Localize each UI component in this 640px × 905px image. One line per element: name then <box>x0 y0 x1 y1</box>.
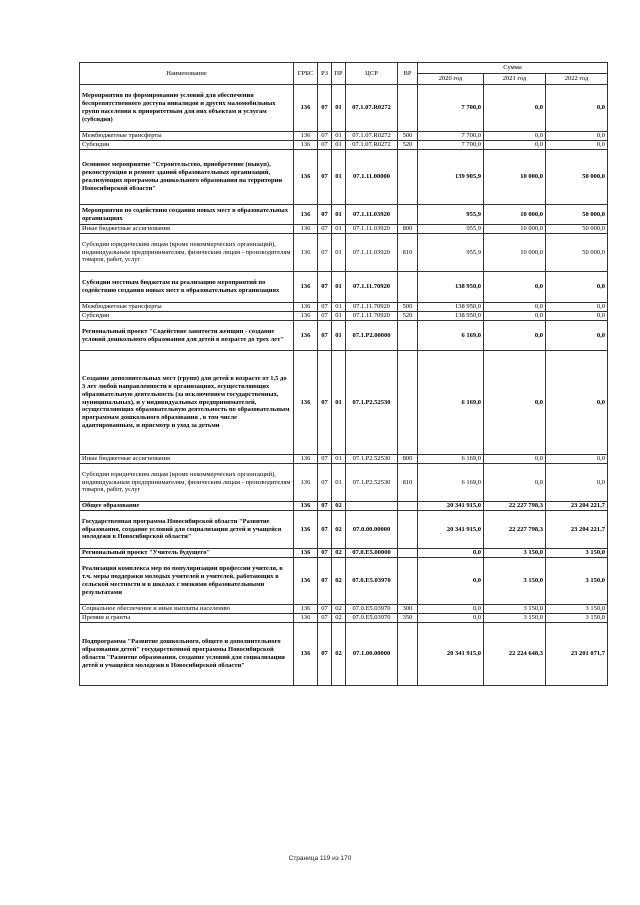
cell-rz: 07 <box>318 150 332 205</box>
cell-vr <box>398 205 418 225</box>
cell-rz: 07 <box>318 272 332 303</box>
cell-name: Региональный проект "Содействие занятости женщин - создание условий дошкольного образования для детей в возрасте до трех лет" <box>80 321 294 351</box>
table-row <box>80 623 608 686</box>
cell-2021: 10 000,0 <box>484 205 546 225</box>
header-rz: РЗ <box>318 63 332 85</box>
cell-vr: 810 <box>398 464 418 502</box>
cell-pr: 01 <box>332 321 346 351</box>
cell-vr: 800 <box>398 455 418 464</box>
cell-2021: 0,0 <box>484 312 546 321</box>
cell-vr: 800 <box>398 225 418 234</box>
cell-csr <box>346 502 398 511</box>
cell-vr: 350 <box>398 614 418 623</box>
cell-name: Мероприятия по формированию условий для обеспечения беспрепятственного доступа инвалидов и других маломобильных групп населения к приоритетным для них объектам и услугам (субсидия) <box>80 85 294 132</box>
cell-grbs: 136 <box>294 141 318 150</box>
cell-2021: 0,0 <box>484 272 546 303</box>
cell-csr: 07.1.11.03920 <box>346 225 398 234</box>
cell-2022: 0,0 <box>546 272 608 303</box>
cell-name: Общее образование <box>80 502 294 511</box>
cell-2022: 50 000,0 <box>546 150 608 205</box>
header-year-2020: 2020 год <box>418 74 484 85</box>
table-row <box>80 205 608 225</box>
cell-2022: 50 000,0 <box>546 225 608 234</box>
cell-grbs: 136 <box>294 272 318 303</box>
cell-2021: 22 224 648,3 <box>484 623 546 686</box>
cell-csr: 07.1.11.00000 <box>346 150 398 205</box>
cell-name: Субсидии <box>80 312 294 321</box>
cell-csr: 07.1.11.03920 <box>346 234 398 272</box>
table-row <box>80 312 608 321</box>
cell-grbs: 136 <box>294 225 318 234</box>
cell-vr: 810 <box>398 234 418 272</box>
table-row <box>80 455 608 464</box>
cell-grbs: 136 <box>294 605 318 614</box>
cell-vr <box>398 502 418 511</box>
cell-2022: 0,0 <box>546 141 608 150</box>
table-row <box>80 141 608 150</box>
header-vr: ВР <box>398 63 418 85</box>
cell-2022: 0,0 <box>546 351 608 455</box>
cell-rz: 07 <box>318 558 332 605</box>
cell-grbs: 136 <box>294 549 318 558</box>
cell-2021: 3 150,0 <box>484 614 546 623</box>
cell-rz: 07 <box>318 312 332 321</box>
cell-2020: 0,0 <box>418 605 484 614</box>
cell-vr: 520 <box>398 312 418 321</box>
cell-grbs: 136 <box>294 150 318 205</box>
cell-2020: 7 700,0 <box>418 141 484 150</box>
cell-vr: 500 <box>398 303 418 312</box>
cell-rz: 07 <box>318 605 332 614</box>
cell-pr: 01 <box>332 132 346 141</box>
cell-pr: 01 <box>332 351 346 455</box>
cell-name: Премии и гранты <box>80 614 294 623</box>
cell-2020: 138 950,0 <box>418 312 484 321</box>
cell-csr: 07.0.E5.00000 <box>346 549 398 558</box>
cell-2021: 10 000,0 <box>484 234 546 272</box>
cell-2021: 10 000,0 <box>484 225 546 234</box>
cell-grbs: 136 <box>294 614 318 623</box>
cell-2020: 6 169,0 <box>418 321 484 351</box>
table-row <box>80 605 608 614</box>
header-pr: ПР <box>332 63 346 85</box>
cell-2021: 0,0 <box>484 132 546 141</box>
cell-2020: 6 169,0 <box>418 351 484 455</box>
table-row <box>80 558 608 605</box>
cell-vr: 500 <box>398 132 418 141</box>
table-row <box>80 132 608 141</box>
cell-rz: 07 <box>318 85 332 132</box>
cell-csr: 07.0.E5.03970 <box>346 614 398 623</box>
cell-csr: 07.0.00.00000 <box>346 511 398 549</box>
cell-2022: 23 201 071,7 <box>546 623 608 686</box>
cell-vr <box>398 321 418 351</box>
cell-csr: 07.1.P2.52530 <box>346 464 398 502</box>
cell-grbs: 136 <box>294 303 318 312</box>
cell-pr: 01 <box>332 141 346 150</box>
table-row <box>80 225 608 234</box>
table-body <box>80 85 608 686</box>
cell-grbs: 136 <box>294 502 318 511</box>
cell-rz: 07 <box>318 614 332 623</box>
cell-grbs: 136 <box>294 511 318 549</box>
cell-2020: 955,9 <box>418 234 484 272</box>
cell-2022: 0,0 <box>546 132 608 141</box>
cell-2020: 138 950,0 <box>418 272 484 303</box>
cell-rz: 07 <box>318 205 332 225</box>
cell-vr <box>398 150 418 205</box>
cell-name: Субсидии юридическим лицам (кроме некоммерческих организаций), индивидуальным предпринимателям, физическим лицам - производителям товаров, работ, услуг <box>80 464 294 502</box>
cell-2021: 3 150,0 <box>484 558 546 605</box>
cell-csr: 07.1.07.R0272 <box>346 141 398 150</box>
header-name: Наименование <box>80 63 294 85</box>
table-row <box>80 272 608 303</box>
cell-pr: 02 <box>332 614 346 623</box>
cell-vr <box>398 623 418 686</box>
cell-name: Государственная программа Новосибирской области "Развитие образования, создание условий для социализации детей и учащейся молодежи в Новосибирской области" <box>80 511 294 549</box>
header-year-2021: 2021 год <box>484 74 546 85</box>
cell-name: Реализация комплекса мер по популяризации профессии учителя, в т.ч. меры поддержки молодых учителей и учителей, работающих в сельской местности и в школах с низкими образовательными результатами <box>80 558 294 605</box>
budget-table <box>79 62 608 686</box>
cell-name: Межбюджетные трансферты <box>80 303 294 312</box>
cell-2022: 3 150,0 <box>546 614 608 623</box>
cell-2021: 3 150,0 <box>484 605 546 614</box>
cell-2022: 23 204 221,7 <box>546 511 608 549</box>
cell-name: Субсидии местным бюджетам на реализацию мероприятий по содействию создания новых мест в образовательных организациях <box>80 272 294 303</box>
cell-pr: 01 <box>332 234 346 272</box>
header-grbs: ГРБС <box>294 63 318 85</box>
header-csr: ЦСР <box>346 63 398 85</box>
cell-csr: 07.1.P2.52530 <box>346 455 398 464</box>
cell-2022: 0,0 <box>546 464 608 502</box>
cell-name: Социальное обеспечение и иные выплаты населению <box>80 605 294 614</box>
cell-2021: 22 227 798,3 <box>484 511 546 549</box>
cell-2021: 22 227 798,3 <box>484 502 546 511</box>
cell-csr: 07.1.11.70920 <box>346 312 398 321</box>
cell-grbs: 136 <box>294 132 318 141</box>
cell-2021: 0,0 <box>484 455 546 464</box>
cell-rz: 07 <box>318 464 332 502</box>
cell-pr: 01 <box>332 85 346 132</box>
table-row <box>80 549 608 558</box>
cell-rz: 07 <box>318 502 332 511</box>
cell-2020: 139 905,9 <box>418 150 484 205</box>
cell-2020: 0,0 <box>418 549 484 558</box>
table-row <box>80 150 608 205</box>
cell-2021: 0,0 <box>484 464 546 502</box>
cell-csr: 07.1.07.R0272 <box>346 132 398 141</box>
cell-rz: 07 <box>318 225 332 234</box>
cell-grbs: 136 <box>294 558 318 605</box>
cell-2021: 10 000,0 <box>484 150 546 205</box>
cell-pr: 01 <box>332 225 346 234</box>
cell-2020: 7 700,0 <box>418 132 484 141</box>
cell-csr: 07.0.E5.03970 <box>346 558 398 605</box>
cell-name: Региональный проект "Учитель будущего" <box>80 549 294 558</box>
cell-csr: 07.0.E5.03970 <box>346 605 398 614</box>
cell-rz: 07 <box>318 234 332 272</box>
cell-2020: 0,0 <box>418 558 484 605</box>
cell-name: Подпрограмма "Развитие дошкольного, общего и дополнительного образования детей" государственной программы Новосибирской области "Развитие образования, создание условий для социализации детей и учащейся молодежи в Новосибирской области" <box>80 623 294 686</box>
cell-csr: 07.1.P2.52530 <box>346 351 398 455</box>
cell-2020: 6 169,0 <box>418 464 484 502</box>
cell-pr: 01 <box>332 312 346 321</box>
header-year-2022: 2022 год <box>546 74 608 85</box>
cell-pr: 02 <box>332 605 346 614</box>
cell-vr <box>398 511 418 549</box>
cell-2022: 3 150,0 <box>546 605 608 614</box>
cell-vr <box>398 558 418 605</box>
cell-2020: 7 700,0 <box>418 85 484 132</box>
table-row <box>80 85 608 132</box>
cell-2022: 50 000,0 <box>546 205 608 225</box>
cell-grbs: 136 <box>294 351 318 455</box>
cell-grbs: 136 <box>294 464 318 502</box>
cell-rz: 07 <box>318 132 332 141</box>
cell-2020: 955,9 <box>418 205 484 225</box>
cell-2022: 50 000,0 <box>546 234 608 272</box>
cell-vr <box>398 549 418 558</box>
cell-grbs: 136 <box>294 205 318 225</box>
cell-pr: 01 <box>332 303 346 312</box>
cell-2021: 0,0 <box>484 321 546 351</box>
table-row <box>80 351 608 455</box>
cell-2022: 3 150,0 <box>546 558 608 605</box>
cell-pr: 02 <box>332 549 346 558</box>
cell-name: Иные бюджетные ассигнования <box>80 455 294 464</box>
cell-rz: 07 <box>318 549 332 558</box>
cell-vr: 300 <box>398 605 418 614</box>
cell-2021: 0,0 <box>484 303 546 312</box>
table-row <box>80 511 608 549</box>
cell-2020: 955,9 <box>418 225 484 234</box>
cell-2022: 0,0 <box>546 312 608 321</box>
cell-2021: 0,0 <box>484 85 546 132</box>
cell-2021: 0,0 <box>484 141 546 150</box>
cell-rz: 07 <box>318 511 332 549</box>
cell-grbs: 136 <box>294 321 318 351</box>
cell-pr: 01 <box>332 464 346 502</box>
cell-vr <box>398 85 418 132</box>
cell-pr: 01 <box>332 272 346 303</box>
cell-2022: 23 204 221,7 <box>546 502 608 511</box>
cell-pr: 02 <box>332 623 346 686</box>
cell-pr: 02 <box>332 511 346 549</box>
cell-2022: 0,0 <box>546 85 608 132</box>
table-row <box>80 303 608 312</box>
cell-rz: 07 <box>318 623 332 686</box>
cell-grbs: 136 <box>294 234 318 272</box>
cell-rz: 07 <box>318 303 332 312</box>
cell-2020: 0,0 <box>418 614 484 623</box>
cell-rz: 07 <box>318 141 332 150</box>
cell-name: Субсидии <box>80 141 294 150</box>
cell-csr: 07.1.00.00000 <box>346 623 398 686</box>
cell-2022: 0,0 <box>546 321 608 351</box>
cell-2020: 20 341 915,0 <box>418 502 484 511</box>
cell-vr: 520 <box>398 141 418 150</box>
cell-name: Мероприятия по содействию создания новых мест в образовательных организациях <box>80 205 294 225</box>
cell-2020: 20 341 915,0 <box>418 511 484 549</box>
cell-csr: 07.1.11.70920 <box>346 272 398 303</box>
cell-2021: 0,0 <box>484 351 546 455</box>
cell-2022: 3 150,0 <box>546 549 608 558</box>
table-row <box>80 502 608 511</box>
table-row <box>80 234 608 272</box>
cell-name: Иные бюджетные ассигнования <box>80 225 294 234</box>
cell-pr: 01 <box>332 455 346 464</box>
cell-pr: 01 <box>332 205 346 225</box>
page-footer: Страница 119 из 170 <box>288 855 352 862</box>
cell-rz: 07 <box>318 455 332 464</box>
table-row <box>80 614 608 623</box>
cell-grbs: 136 <box>294 85 318 132</box>
cell-grbs: 136 <box>294 312 318 321</box>
cell-2020: 138 950,0 <box>418 303 484 312</box>
cell-2022: 0,0 <box>546 455 608 464</box>
cell-pr: 02 <box>332 502 346 511</box>
cell-grbs: 136 <box>294 623 318 686</box>
cell-csr: 07.1.11.70920 <box>346 303 398 312</box>
cell-vr <box>398 351 418 455</box>
table-row <box>80 464 608 502</box>
cell-rz: 07 <box>318 351 332 455</box>
cell-name: Основное мероприятие "Строительство, приобретение (выкуп), реконструкция и ремонт зданий образовательных организаций, реализующих программы дошкольного образования на территории Новосибирской области" <box>80 150 294 205</box>
cell-2022: 0,0 <box>546 303 608 312</box>
cell-2020: 6 169,0 <box>418 455 484 464</box>
cell-csr: 07.1.07.R0272 <box>346 85 398 132</box>
cell-vr <box>398 272 418 303</box>
table-row <box>80 321 608 351</box>
cell-name: Создание дополнительных мест (групп) для детей в возрасте от 1,5 до 3 лет любой направленности в организациях, осуществляющих образовательную деятельность (за исключением государственных, муниципальных), и у индивидуальных предпринимателей, осуществляющих образовательную деятельность по образовательным программам дошкольного образования , в том числе адаптированным, и присмотр и уход за детьми <box>80 351 294 455</box>
cell-csr: 07.1.11.03920 <box>346 205 398 225</box>
cell-pr: 02 <box>332 558 346 605</box>
cell-2021: 3 150,0 <box>484 549 546 558</box>
cell-pr: 01 <box>332 150 346 205</box>
header-sum: Сумма <box>418 63 608 74</box>
cell-name: Субсидии юридическим лицам (кроме некоммерческих организаций), индивидуальным предпринимателям, физическим лицам - производителям товаров, работ, услуг <box>80 234 294 272</box>
cell-name: Межбюджетные трансферты <box>80 132 294 141</box>
cell-csr: 07.1.P2.00000 <box>346 321 398 351</box>
cell-grbs: 136 <box>294 455 318 464</box>
cell-2020: 20 341 915,0 <box>418 623 484 686</box>
cell-rz: 07 <box>318 321 332 351</box>
